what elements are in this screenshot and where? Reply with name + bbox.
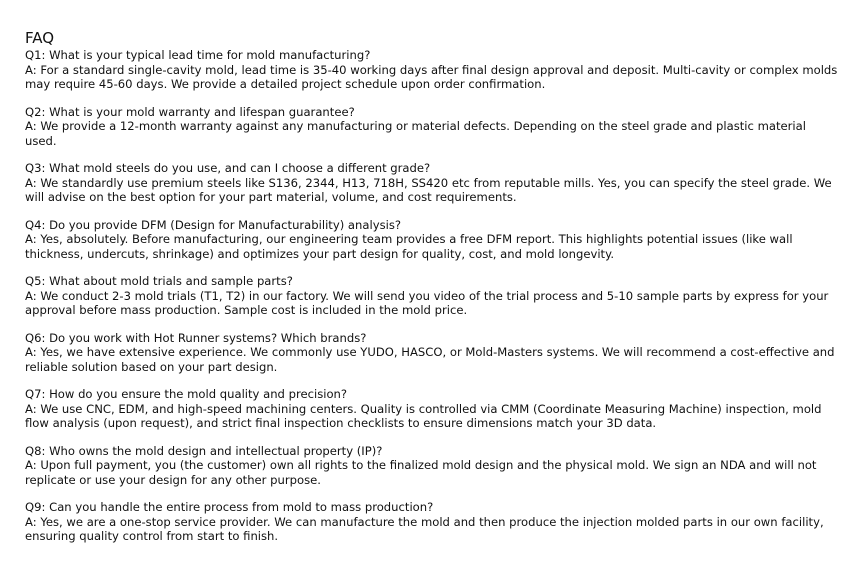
faq-question-1: Q1: What is your typical lead time for mold manufacturing?	[25, 48, 371, 62]
faq-question-9: Q9: Can you handle the entire process from mold to mass production?	[25, 500, 434, 514]
faq-answer-6: A: Yes, we have extensive experience. We commonly use YUDO, HASCO, or Mold-Masters systems. We will recommend a cost-effective and reliable solution based on your part design.	[25, 345, 835, 374]
faq-question-7: Q7: How do you ensure the mold quality and precision?	[25, 387, 348, 401]
faq-question-8: Q8: Who owns the mold design and intellectual property (IP)?	[25, 443, 383, 458]
faq-question-3: Q3: What mold steels do you use, and can I choose a different grade?	[25, 161, 431, 175]
page-title: FAQ	[25, 29, 55, 47]
faq-question-4: Q4: Do you provide DFM (Design for Manufacturability) analysis?	[25, 217, 402, 232]
faq-item-8	[25, 444, 840, 488]
faq-answer-2: A: We provide a 12-month warranty against any manufacturing or material defects. Depending on the steel grade and plastic material used.	[25, 119, 806, 148]
faq-answer-4: A: Yes, absolutely. Before manufacturing, our engineering team provides a free DFM report. This highlights potential issues (like wall thickness, undercuts, shrinkage) and optimizes your part design for quality, cost, and mold longevity.	[25, 232, 793, 261]
faq-answer-9: A: Yes, we are a one-stop service provider. We can manufacture the mold and then produce the injection molded parts in our own facility, ensuring quality control from start to finish.	[25, 514, 824, 543]
faq-item-6	[25, 331, 840, 375]
faq-answer-8: A: Upon full payment, you (the customer) own all rights to the finalized mold design and the physical mold. We sign an NDA and will not replicate or use your design for any other purpose.	[25, 458, 817, 487]
faq-item-1	[25, 48, 840, 92]
faq-item-3	[25, 161, 840, 205]
faq-item-9	[25, 500, 840, 544]
faq-question-5: Q5: What about mold trials and sample parts?	[25, 274, 293, 288]
faq-item-2	[25, 105, 840, 149]
faq-list	[25, 48, 840, 544]
faq-item-7	[25, 387, 840, 431]
faq-answer-3: A: We standardly use premium steels like S136, 2344, H13, 718H, SS420 etc from reputable mills. Yes, you can specify the steel grade. We will advise on the best option for your part material, volume, and cost requirements.	[25, 175, 832, 204]
faq-item-5	[25, 274, 840, 318]
faq-question-2: Q2: What is your mold warranty and lifespan guarantee?	[25, 104, 355, 119]
faq-item-4	[25, 218, 840, 262]
faq-answer-5: A: We conduct 2-3 mold trials (T1, T2) in our factory. We will send you video of the trial process and 5-10 sample parts by express for your approval before mass production. Sample cost is included in the mold price.	[25, 288, 829, 317]
faq-answer-7: A: We use CNC, EDM, and high-speed machining centers. Quality is controlled via CMM (Coordinate Measuring Machine) inspection, mold flow analysis (upon request), and strict final inspection checklists to ensure dimensions match your 3D data.	[25, 401, 822, 430]
faq-question-6: Q6: Do you work with Hot Runner systems? Which brands?	[25, 330, 367, 345]
faq-answer-1: A: For a standard single-cavity mold, lead time is 35-40 working days after final design approval and deposit. Multi-cavity or complex molds may require 45-60 days. We provide a detailed project schedule upon order confirmation.	[25, 62, 838, 91]
